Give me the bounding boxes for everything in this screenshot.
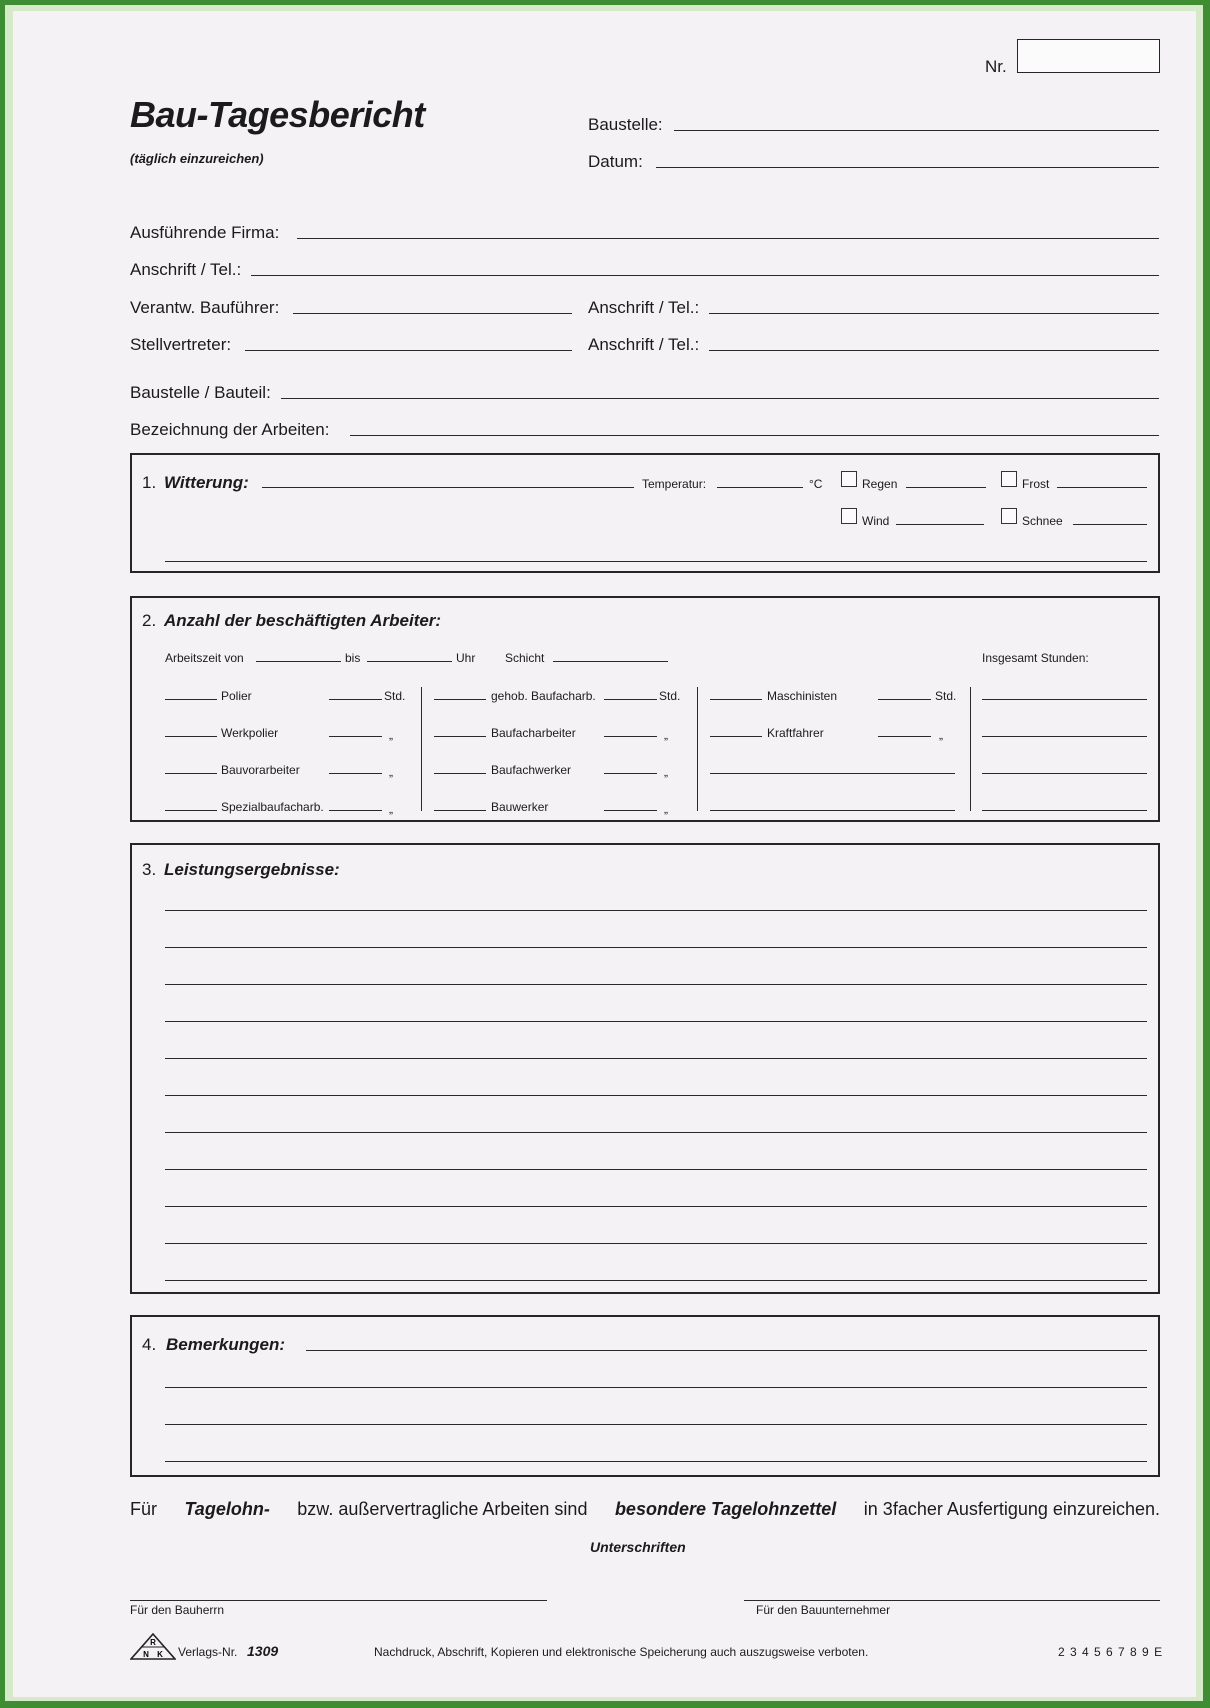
verlag-label: Verlags-Nr. [178,1645,238,1659]
form-code: 2 3 4 5 6 7 8 9 E [1058,1645,1164,1659]
baufachwerker-count[interactable] [434,773,486,774]
frost-field[interactable] [1057,487,1147,488]
anschrift-field[interactable] [251,275,1159,276]
section2-title: Anzahl der beschäftigten Arbeiter: [164,611,442,630]
schnee-label: Schnee [1022,514,1063,528]
rnk-logo-icon [130,1633,176,1661]
baustelle-field[interactable] [674,130,1159,131]
anschrift-label: Anschrift / Tel.: [130,260,242,279]
section3-title: Leistungsergebnisse: [164,860,340,879]
note-part: bzw. außervertragliche Arbeiten sind [297,1499,588,1519]
regen-field[interactable] [906,487,986,488]
logo-letter: N [143,1650,149,1659]
insgesamt-label: Insgesamt Stunden: [982,651,1089,665]
bemerkung-line[interactable] [306,1350,1147,1351]
section4-number: 4. [142,1335,157,1354]
anschrift2-label: Anschrift / Tel.: [588,298,700,317]
kraftfahrer-count[interactable] [710,736,762,737]
section3-number: 3. [142,860,157,879]
worker-label: Kraftfahrer [767,726,824,740]
werkpolier-count[interactable] [165,736,217,737]
copyright-notice: Nachdruck, Abschrift, Kopieren und elektronische Speicherung auch auszugsweise verboten. [374,1645,869,1659]
worker-label: Maschinisten [767,689,838,703]
page-title: Bau-Tagesbericht [130,94,425,135]
spezialbaufacharb-count[interactable] [165,810,217,811]
polier-count[interactable] [165,699,217,700]
std-label: Std. [935,689,957,703]
ditto-mark: „ [939,728,943,742]
logo-letter: K [157,1650,163,1659]
worker-label: Bauvorarbeiter [221,763,300,777]
regen-checkbox[interactable] [841,471,857,487]
anschrift3-field[interactable] [709,350,1159,351]
schicht-field[interactable] [553,661,668,662]
worker-label: Baufachwerker [491,763,572,777]
worker-label: Spezialbaufacharb. [221,800,324,814]
spezialbaufacharb-hours[interactable] [329,810,382,811]
leistung-line[interactable] [165,910,1147,911]
leistung-line[interactable] [165,984,1147,985]
bemerkung-line[interactable] [165,1387,1147,1388]
arbeiten-label: Bezeichnung der Arbeiten: [130,420,330,439]
arbeitszeit-von-field[interactable] [256,661,341,662]
datum-field[interactable] [656,167,1159,168]
nr-field[interactable] [1017,39,1160,73]
nr-label: Nr. [985,57,1007,76]
bauteil-field[interactable] [281,398,1159,399]
anschrift3-label: Anschrift / Tel.: [588,335,700,354]
bauherr-label: Für den Bauherrn [130,1603,225,1617]
leistung-line[interactable] [165,1095,1147,1096]
note-part: in 3facher Ausfertigung einzureichen. [863,1499,1160,1519]
unterschriften-heading: Unterschriften [590,1539,686,1555]
celsius-unit: °C [809,477,823,491]
leistung-line[interactable] [165,1132,1147,1133]
worker-label: Bauwerker [491,800,549,814]
wind-field[interactable] [896,524,984,525]
polier-hours[interactable] [329,699,382,700]
maschinisten-count[interactable] [710,699,762,700]
bauteil-label: Baustelle / Bauteil: [130,383,271,402]
unternehmer-label: Für den Bauunternehmer [756,1603,891,1617]
leistung-line[interactable] [165,947,1147,948]
schicht-label: Schicht [505,651,545,665]
anschrift2-field[interactable] [709,313,1159,314]
extra-worker-line-2[interactable] [710,810,955,811]
note-emphasis: Tagelohn- [184,1499,270,1519]
ditto-mark: „ [664,765,668,779]
column-divider-3 [970,687,971,811]
tagelohn-note [130,1499,1160,1520]
schnee-checkbox[interactable] [1001,508,1017,524]
frost-checkbox[interactable] [1001,471,1017,487]
section4-title: Bemerkungen: [166,1335,286,1354]
bauwerker-count[interactable] [434,810,486,811]
firma-label: Ausführende Firma: [130,223,280,242]
wind-label: Wind [862,514,890,528]
std-label: Std. [384,689,406,703]
bauvorarbeiter-count[interactable] [165,773,217,774]
baufacharbeiter-count[interactable] [434,736,486,737]
worker-label: gehob. Baufacharb. [491,689,596,703]
baufacharbeiter-hours[interactable] [604,736,657,737]
unternehmer-signature-line[interactable] [744,1600,1160,1601]
worker-label: Polier [221,689,252,703]
datum-label: Datum: [588,152,643,171]
uhr-label: Uhr [456,651,476,665]
kraftfahrer-hours[interactable] [878,736,931,737]
page-subtitle: (täglich einzureichen) [130,151,264,166]
extra-worker-line-1[interactable] [710,773,955,774]
section1-number: 1. [142,473,157,492]
frost-label: Frost [1022,477,1050,491]
temperatur-label: Temperatur: [642,477,707,491]
baustelle-label: Baustelle: [588,115,663,134]
schnee-field[interactable] [1073,524,1147,525]
total-hours-line-4[interactable] [982,810,1147,811]
ditto-mark: „ [664,728,668,742]
baufachwerker-hours[interactable] [604,773,657,774]
leistung-line[interactable] [165,1021,1147,1022]
leistung-line[interactable] [165,1169,1147,1170]
bemerkung-line[interactable] [165,1461,1147,1462]
bauwerker-hours[interactable] [604,810,657,811]
leistung-line[interactable] [165,1280,1147,1281]
maschinisten-hours[interactable] [878,699,931,700]
bemerkung-line[interactable] [165,1424,1147,1425]
temperatur-field[interactable] [717,487,803,488]
total-hours-line-1[interactable] [982,699,1147,700]
column-divider-1 [421,687,422,811]
note-part: Für [130,1499,157,1519]
leistung-line[interactable] [165,1206,1147,1207]
werkpolier-hours[interactable] [329,736,382,737]
ditto-mark: „ [389,765,393,779]
gehob-baufacharb-hours[interactable] [604,699,657,700]
regen-label: Regen [862,477,898,491]
worker-label: Werkpolier [221,726,279,740]
total-hours-line-2[interactable] [982,736,1147,737]
witterung-field[interactable] [262,487,634,488]
bis-label: bis [345,651,361,665]
wind-checkbox[interactable] [841,508,857,524]
firma-field[interactable] [297,238,1159,239]
witterung-line-2[interactable] [165,561,1147,562]
bauleiter-field[interactable] [293,313,572,314]
bauvorarbeiter-hours[interactable] [329,773,382,774]
std-label: Std. [659,689,681,703]
section1-title: Witterung: [164,473,249,492]
gehob-baufacharb-count[interactable] [434,699,486,700]
leistung-line[interactable] [165,1058,1147,1059]
total-hours-line-3[interactable] [982,773,1147,774]
arbeitszeit-label: Arbeitszeit von [165,651,244,665]
ditto-mark: „ [389,802,393,816]
ditto-mark: „ [389,728,393,742]
worker-label: Baufacharbeiter [491,726,576,740]
arbeitszeit-bis-field[interactable] [367,661,452,662]
stellvertreter-label: Stellvertreter: [130,335,232,354]
arbeiten-field[interactable] [350,435,1159,436]
section2-number: 2. [142,611,157,630]
leistung-line[interactable] [165,1243,1147,1244]
ditto-mark: „ [664,802,668,816]
note-emphasis: besondere Tagelohnzettel [614,1499,837,1519]
verlag-number: 1309 [247,1643,279,1659]
logo-letter: R [150,1638,156,1647]
bauleiter-label: Verantw. Bauführer: [130,298,280,317]
column-divider-2 [697,687,698,811]
bauherr-signature-line[interactable] [130,1600,547,1601]
stellvertreter-field[interactable] [245,350,572,351]
